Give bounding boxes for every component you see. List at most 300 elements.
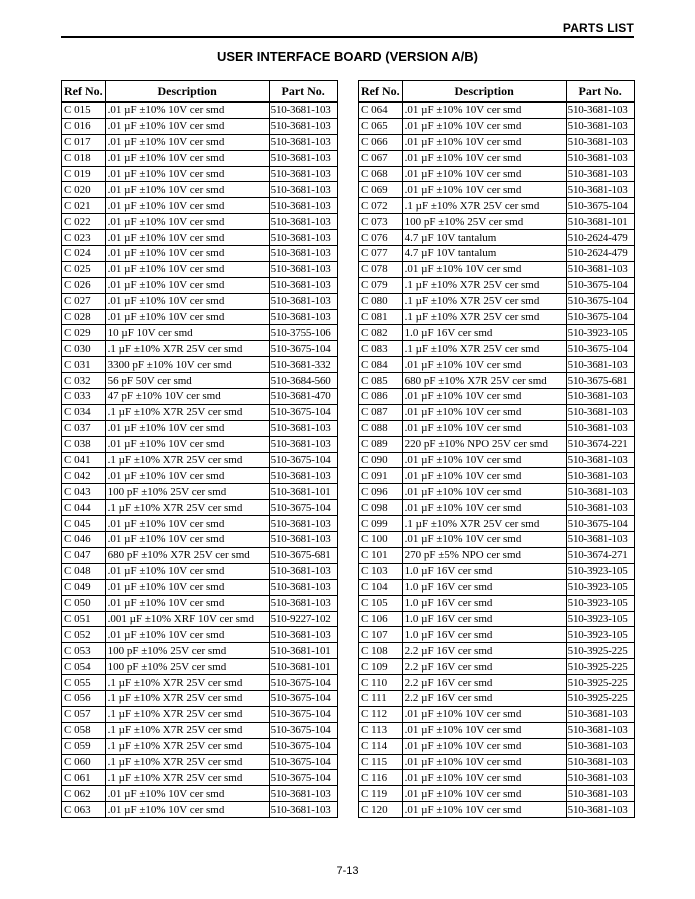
description-cell: .01 µF ±10% 10V cer smd	[105, 516, 269, 532]
part-number-cell: 510-3681-103	[269, 118, 337, 134]
table-row	[359, 611, 635, 627]
table-row	[359, 563, 635, 579]
ref-cell: C 098	[359, 500, 403, 516]
part-number-cell: 510-3681-103	[269, 786, 337, 802]
part-number-cell: 510-3681-103	[269, 309, 337, 325]
description-cell: .01 µF ±10% 10V cer smd	[105, 579, 269, 595]
ref-cell: C 015	[62, 102, 106, 118]
part-number-cell: 510-2624-479	[566, 246, 634, 262]
description-cell: .01 µF ±10% 10V cer smd	[402, 166, 566, 182]
table-row	[359, 706, 635, 722]
ref-cell: C 087	[359, 404, 403, 420]
ref-cell: C 077	[359, 246, 403, 262]
column-header-part: Part No.	[269, 81, 337, 103]
ref-cell: C 051	[62, 611, 106, 627]
part-number-cell: 510-3681-103	[566, 770, 634, 786]
ref-cell: C 052	[62, 627, 106, 643]
table-row	[62, 150, 338, 166]
table-row	[62, 690, 338, 706]
ref-cell: C 108	[359, 643, 403, 659]
ref-cell: C 060	[62, 754, 106, 770]
ref-cell: C 080	[359, 293, 403, 309]
description-cell: .1 µF ±10% X7R 25V cer smd	[402, 341, 566, 357]
ref-cell: C 073	[359, 214, 403, 230]
ref-cell: C 076	[359, 230, 403, 246]
part-number-cell: 510-3925-225	[566, 675, 634, 691]
table-row	[62, 452, 338, 468]
part-number-cell: 510-3675-104	[269, 738, 337, 754]
ref-cell: C 088	[359, 420, 403, 436]
part-number-cell: 510-3681-101	[269, 643, 337, 659]
description-cell: .1 µF ±10% X7R 25V cer smd	[105, 500, 269, 516]
part-number-cell: 510-3681-103	[566, 389, 634, 405]
part-number-cell: 510-3681-103	[269, 627, 337, 643]
description-cell: .01 µF ±10% 10V cer smd	[105, 627, 269, 643]
part-number-cell: 510-3681-103	[269, 595, 337, 611]
part-number-cell: 510-3675-681	[566, 373, 634, 389]
description-cell: .01 µF ±10% 10V cer smd	[402, 802, 566, 818]
description-cell: .01 µF ±10% 10V cer smd	[105, 786, 269, 802]
part-number-cell: 510-3681-103	[566, 404, 634, 420]
table-row	[359, 579, 635, 595]
part-number-cell: 510-3675-104	[269, 341, 337, 357]
table-row	[62, 738, 338, 754]
ref-cell: C 082	[359, 325, 403, 341]
description-cell: .1 µF ±10% X7R 25V cer smd	[402, 516, 566, 532]
part-number-cell: 510-3681-103	[566, 261, 634, 277]
description-cell: .01 µF ±10% 10V cer smd	[105, 261, 269, 277]
part-number-cell: 510-3675-104	[269, 754, 337, 770]
description-cell: 1.0 µF 16V cer smd	[402, 627, 566, 643]
table-row	[359, 516, 635, 532]
table-row	[359, 230, 635, 246]
table-row	[62, 420, 338, 436]
column-header-ref: Ref No.	[62, 81, 106, 103]
ref-cell: C 065	[359, 118, 403, 134]
table-row	[359, 404, 635, 420]
description-cell: .01 µF ±10% 10V cer smd	[105, 182, 269, 198]
part-number-cell: 510-3675-104	[269, 500, 337, 516]
ref-cell: C 021	[62, 198, 106, 214]
part-number-cell: 510-3681-103	[269, 230, 337, 246]
part-number-cell: 510-3681-103	[566, 802, 634, 818]
description-cell: 10 µF 10V cer smd	[105, 325, 269, 341]
column-header-ref: Ref No.	[359, 81, 403, 103]
part-number-cell: 510-3923-105	[566, 611, 634, 627]
description-cell: .01 µF ±10% 10V cer smd	[105, 563, 269, 579]
ref-cell: C 103	[359, 563, 403, 579]
part-number-cell: 510-3681-103	[269, 293, 337, 309]
part-number-cell: 510-3681-103	[269, 420, 337, 436]
part-number-cell: 510-3681-103	[566, 754, 634, 770]
description-cell: 680 pF ±10% X7R 25V cer smd	[105, 547, 269, 563]
description-cell: 2.2 µF 16V cer smd	[402, 643, 566, 659]
description-cell: 1.0 µF 16V cer smd	[402, 563, 566, 579]
ref-cell: C 042	[62, 468, 106, 484]
part-number-cell: 510-3675-104	[269, 722, 337, 738]
description-cell: .01 µF ±10% 10V cer smd	[105, 595, 269, 611]
ref-cell: C 016	[62, 118, 106, 134]
ref-cell: C 061	[62, 770, 106, 786]
table-row	[62, 293, 338, 309]
part-number-cell: 510-3681-103	[269, 802, 337, 818]
part-number-cell: 510-3681-103	[566, 706, 634, 722]
ref-cell: C 033	[62, 389, 106, 405]
part-number-cell: 510-3681-103	[269, 532, 337, 548]
ref-cell: C 069	[359, 182, 403, 198]
description-cell: 1.0 µF 16V cer smd	[402, 611, 566, 627]
description-cell: .01 µF ±10% 10V cer smd	[402, 500, 566, 516]
ref-cell: C 025	[62, 261, 106, 277]
ref-cell: C 062	[62, 786, 106, 802]
description-cell: .01 µF ±10% 10V cer smd	[402, 118, 566, 134]
table-row	[359, 484, 635, 500]
part-number-cell: 510-3681-103	[566, 722, 634, 738]
description-cell: .01 µF ±10% 10V cer smd	[402, 484, 566, 500]
part-number-cell: 510-3681-103	[566, 468, 634, 484]
description-cell: .01 µF ±10% 10V cer smd	[105, 134, 269, 150]
description-cell: .01 µF ±10% 10V cer smd	[105, 420, 269, 436]
part-number-cell: 510-3681-103	[566, 150, 634, 166]
description-cell: .1 µF ±10% X7R 25V cer smd	[402, 277, 566, 293]
table-row	[62, 134, 338, 150]
description-cell: .01 µF ±10% 10V cer smd	[402, 738, 566, 754]
table-row	[62, 754, 338, 770]
ref-cell: C 022	[62, 214, 106, 230]
part-number-cell: 510-3675-104	[269, 675, 337, 691]
table-row	[62, 627, 338, 643]
part-number-cell: 510-3681-103	[566, 484, 634, 500]
description-cell: .01 µF ±10% 10V cer smd	[105, 150, 269, 166]
table-row	[359, 754, 635, 770]
part-number-cell: 510-3681-103	[269, 516, 337, 532]
part-number-cell: 510-3681-103	[269, 134, 337, 150]
description-cell: .01 µF ±10% 10V cer smd	[402, 404, 566, 420]
description-cell: .01 µF ±10% 10V cer smd	[105, 277, 269, 293]
description-cell: .01 µF ±10% 10V cer smd	[105, 102, 269, 118]
table-row	[359, 182, 635, 198]
ref-cell: C 019	[62, 166, 106, 182]
table-row	[359, 532, 635, 548]
part-number-cell: 510-3925-225	[566, 659, 634, 675]
column-header-part: Part No.	[566, 81, 634, 103]
table-row	[359, 643, 635, 659]
part-number-cell: 510-3681-332	[269, 357, 337, 373]
ref-cell: C 078	[359, 261, 403, 277]
part-number-cell: 510-3681-101	[566, 214, 634, 230]
description-cell: .01 µF ±10% 10V cer smd	[402, 722, 566, 738]
description-cell: .1 µF ±10% X7R 25V cer smd	[105, 706, 269, 722]
ref-cell: C 064	[359, 102, 403, 118]
description-cell: .01 µF ±10% 10V cer smd	[402, 357, 566, 373]
part-number-cell: 510-3675-681	[269, 547, 337, 563]
column-header-description: Description	[105, 81, 269, 103]
description-cell: 100 pF ±10% 25V cer smd	[402, 214, 566, 230]
ref-cell: C 067	[359, 150, 403, 166]
ref-cell: C 086	[359, 389, 403, 405]
table-row	[62, 595, 338, 611]
table-row	[359, 214, 635, 230]
description-cell: .01 µF ±10% 10V cer smd	[402, 150, 566, 166]
description-cell: .1 µF ±10% X7R 25V cer smd	[402, 293, 566, 309]
ref-cell: C 112	[359, 706, 403, 722]
description-cell: .01 µF ±10% 10V cer smd	[105, 118, 269, 134]
table-row	[359, 246, 635, 262]
ref-cell: C 115	[359, 754, 403, 770]
ref-cell: C 100	[359, 532, 403, 548]
table-row	[62, 277, 338, 293]
ref-cell: C 120	[359, 802, 403, 818]
table-row	[62, 770, 338, 786]
ref-cell: C 050	[62, 595, 106, 611]
ref-cell: C 059	[62, 738, 106, 754]
part-number-cell: 510-9227-102	[269, 611, 337, 627]
section-label: PARTS LIST	[562, 21, 634, 35]
description-cell: .01 µF ±10% 10V cer smd	[105, 214, 269, 230]
description-cell: 1.0 µF 16V cer smd	[402, 325, 566, 341]
part-number-cell: 510-3681-103	[269, 214, 337, 230]
table-row	[359, 198, 635, 214]
table-row	[359, 595, 635, 611]
part-number-cell: 510-3681-103	[566, 786, 634, 802]
table-header-row	[62, 81, 338, 103]
ref-cell: C 089	[359, 436, 403, 452]
ref-cell: C 116	[359, 770, 403, 786]
description-cell: .1 µF ±10% X7R 25V cer smd	[105, 722, 269, 738]
part-number-cell: 510-3681-103	[269, 150, 337, 166]
ref-cell: C 110	[359, 675, 403, 691]
description-cell: .01 µF ±10% 10V cer smd	[402, 754, 566, 770]
part-number-cell: 510-2624-479	[566, 230, 634, 246]
page-number: 7-13	[336, 865, 359, 877]
table-row	[62, 484, 338, 500]
table-row	[62, 611, 338, 627]
table-header-row	[359, 81, 635, 103]
table-row	[62, 182, 338, 198]
ref-cell: C 079	[359, 277, 403, 293]
ref-cell: C 106	[359, 611, 403, 627]
description-cell: .01 µF ±10% 10V cer smd	[105, 246, 269, 262]
part-number-cell: 510-3675-104	[269, 706, 337, 722]
table-row	[62, 118, 338, 134]
table-row	[62, 309, 338, 325]
ref-cell: C 037	[62, 420, 106, 436]
part-number-cell: 510-3681-103	[269, 198, 337, 214]
ref-cell: C 083	[359, 341, 403, 357]
ref-cell: C 085	[359, 373, 403, 389]
part-number-cell: 510-3675-104	[566, 341, 634, 357]
ref-cell: C 096	[359, 484, 403, 500]
part-number-cell: 510-3681-103	[566, 166, 634, 182]
table-row	[62, 722, 338, 738]
part-number-cell: 510-3681-103	[269, 563, 337, 579]
table-row	[359, 309, 635, 325]
ref-cell: C 109	[359, 659, 403, 675]
part-number-cell: 510-3681-103	[566, 532, 634, 548]
description-cell: .1 µF ±10% X7R 25V cer smd	[105, 404, 269, 420]
ref-cell: C 038	[62, 436, 106, 452]
description-cell: .01 µF ±10% 10V cer smd	[402, 468, 566, 484]
ref-cell: C 018	[62, 150, 106, 166]
table-row	[359, 277, 635, 293]
table-row	[62, 230, 338, 246]
table-row	[359, 102, 635, 118]
part-number-cell: 510-3681-103	[566, 738, 634, 754]
ref-cell: C 034	[62, 404, 106, 420]
part-number-cell: 510-3681-470	[269, 389, 337, 405]
table-row	[359, 325, 635, 341]
description-cell: 2.2 µF 16V cer smd	[402, 690, 566, 706]
description-cell: 2.2 µF 16V cer smd	[402, 675, 566, 691]
table-row	[359, 738, 635, 754]
table-row	[62, 325, 338, 341]
part-number-cell: 510-3681-103	[269, 277, 337, 293]
part-number-cell: 510-3675-104	[566, 277, 634, 293]
table-row	[62, 547, 338, 563]
table-row	[359, 293, 635, 309]
ref-cell: C 107	[359, 627, 403, 643]
table-row	[359, 134, 635, 150]
description-cell: .01 µF ±10% 10V cer smd	[402, 452, 566, 468]
table-row	[359, 389, 635, 405]
ref-cell: C 029	[62, 325, 106, 341]
part-number-cell: 510-3675-104	[269, 404, 337, 420]
description-cell: .01 µF ±10% 10V cer smd	[402, 134, 566, 150]
table-row	[62, 166, 338, 182]
table-row	[359, 373, 635, 389]
description-cell: .1 µF ±10% X7R 25V cer smd	[105, 754, 269, 770]
ref-cell: C 114	[359, 738, 403, 754]
part-number-cell: 510-3684-560	[269, 373, 337, 389]
table-row	[359, 261, 635, 277]
description-cell: .01 µF ±10% 10V cer smd	[105, 230, 269, 246]
table-row	[62, 389, 338, 405]
table-row	[62, 802, 338, 818]
part-number-cell: 510-3681-103	[269, 579, 337, 595]
description-cell: .1 µF ±10% X7R 25V cer smd	[105, 675, 269, 691]
description-cell: .01 µF ±10% 10V cer smd	[105, 436, 269, 452]
description-cell: .01 µF ±10% 10V cer smd	[402, 532, 566, 548]
ref-cell: C 047	[62, 547, 106, 563]
description-cell: 1.0 µF 16V cer smd	[402, 595, 566, 611]
part-number-cell: 510-3681-103	[269, 436, 337, 452]
part-number-cell: 510-3681-103	[566, 452, 634, 468]
description-cell: 3300 pF ±10% 10V cer smd	[105, 357, 269, 373]
description-cell: 4.7 µF 10V tantalum	[402, 230, 566, 246]
table-row	[359, 722, 635, 738]
description-cell: .1 µF ±10% X7R 25V cer smd	[105, 770, 269, 786]
part-number-cell: 510-3681-103	[566, 134, 634, 150]
part-number-cell: 510-3681-103	[269, 182, 337, 198]
ref-cell: C 026	[62, 277, 106, 293]
description-cell: .01 µF ±10% 10V cer smd	[402, 786, 566, 802]
description-cell: .1 µF ±10% X7R 25V cer smd	[402, 198, 566, 214]
table-row	[62, 102, 338, 118]
description-cell: .01 µF ±10% 10V cer smd	[402, 389, 566, 405]
ref-cell: C 063	[62, 802, 106, 818]
part-number-cell: 510-3675-104	[566, 309, 634, 325]
description-cell: 100 pF ±10% 25V cer smd	[105, 659, 269, 675]
table-row	[359, 468, 635, 484]
ref-cell: C 048	[62, 563, 106, 579]
ref-cell: C 055	[62, 675, 106, 691]
part-number-cell: 510-3755-106	[269, 325, 337, 341]
parts-table-right	[358, 80, 635, 818]
description-cell: 4.7 µF 10V tantalum	[402, 246, 566, 262]
table-row	[359, 802, 635, 818]
part-number-cell: 510-3675-104	[269, 690, 337, 706]
table-row	[359, 675, 635, 691]
ref-cell: C 091	[359, 468, 403, 484]
table-row	[62, 246, 338, 262]
description-cell: .01 µF ±10% 10V cer smd	[105, 532, 269, 548]
page-title: USER INTERFACE BOARD (VERSION A/B)	[217, 49, 478, 64]
table-row	[359, 659, 635, 675]
ref-cell: C 041	[62, 452, 106, 468]
table-row	[62, 468, 338, 484]
part-number-cell: 510-3681-103	[566, 118, 634, 134]
ref-cell: C 043	[62, 484, 106, 500]
ref-cell: C 101	[359, 547, 403, 563]
table-row	[359, 500, 635, 516]
description-cell: 56 pF 50V cer smd	[105, 373, 269, 389]
description-cell: .01 µF ±10% 10V cer smd	[105, 293, 269, 309]
part-number-cell: 510-3674-221	[566, 436, 634, 452]
description-cell: .1 µF ±10% X7R 25V cer smd	[105, 452, 269, 468]
ref-cell: C 053	[62, 643, 106, 659]
ref-cell: C 105	[359, 595, 403, 611]
part-number-cell: 510-3923-105	[566, 325, 634, 341]
ref-cell: C 023	[62, 230, 106, 246]
part-number-cell: 510-3923-105	[566, 563, 634, 579]
ref-cell: C 028	[62, 309, 106, 325]
description-cell: .1 µF ±10% X7R 25V cer smd	[105, 690, 269, 706]
description-cell: .1 µF ±10% X7R 25V cer smd	[105, 341, 269, 357]
part-number-cell: 510-3681-103	[269, 166, 337, 182]
table-row	[62, 341, 338, 357]
parts-table-left	[61, 80, 338, 818]
description-cell: 100 pF ±10% 25V cer smd	[105, 484, 269, 500]
table-row	[62, 214, 338, 230]
column-header-description: Description	[402, 81, 566, 103]
part-number-cell: 510-3674-271	[566, 547, 634, 563]
description-cell: .01 µF ±10% 10V cer smd	[105, 309, 269, 325]
part-number-cell: 510-3681-103	[269, 246, 337, 262]
ref-cell: C 113	[359, 722, 403, 738]
part-number-cell: 510-3681-103	[269, 102, 337, 118]
table-row	[359, 150, 635, 166]
description-cell: .001 µF ±10% XRF 10V cer smd	[105, 611, 269, 627]
part-number-cell: 510-3681-101	[269, 484, 337, 500]
table-row	[62, 516, 338, 532]
ref-cell: C 068	[359, 166, 403, 182]
table-row	[62, 261, 338, 277]
table-row	[359, 166, 635, 182]
description-cell: .1 µF ±10% X7R 25V cer smd	[402, 309, 566, 325]
description-cell: .01 µF ±10% 10V cer smd	[105, 198, 269, 214]
description-cell: .01 µF ±10% 10V cer smd	[402, 102, 566, 118]
ref-cell: C 027	[62, 293, 106, 309]
part-number-cell: 510-3675-104	[566, 516, 634, 532]
ref-cell: C 049	[62, 579, 106, 595]
part-number-cell: 510-3681-103	[269, 468, 337, 484]
table-row	[62, 357, 338, 373]
ref-cell: C 017	[62, 134, 106, 150]
table-row	[62, 659, 338, 675]
ref-cell: C 024	[62, 246, 106, 262]
ref-cell: C 058	[62, 722, 106, 738]
description-cell: .01 µF ±10% 10V cer smd	[402, 420, 566, 436]
